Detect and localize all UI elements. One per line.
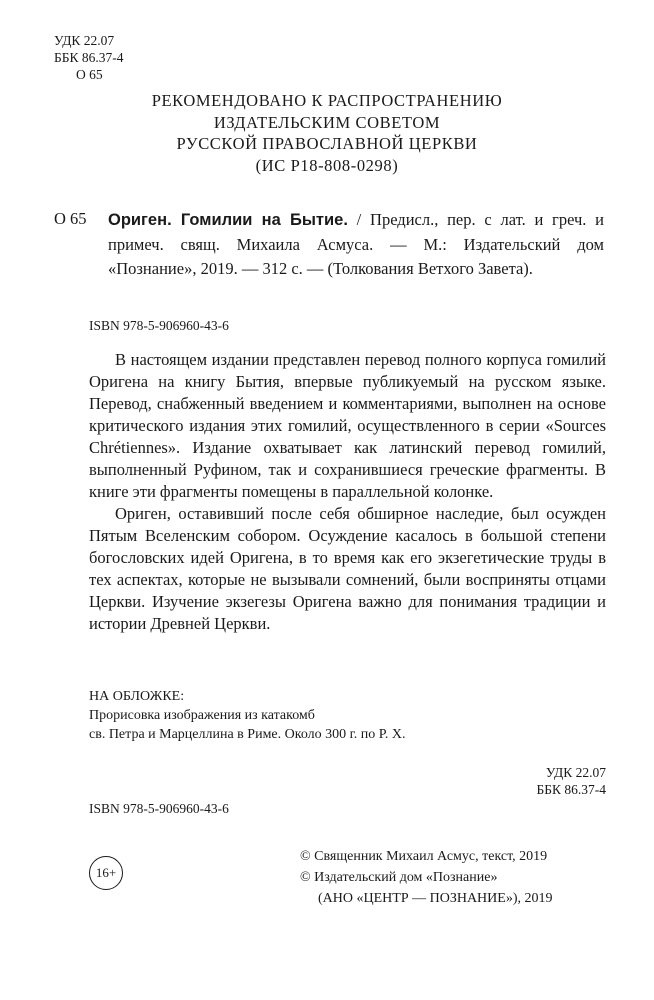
abstract-paragraph-2: Ориген, оставивший после себя обширное наследие, был осужден Пятым Вселенским собором. Осуждение касалось в большой степени богословских идей Оригена, в то время как его экзегетические труды в тех аспектах, которые не вызывали сомнений, были восприняты отцами Церкви. Изучение экзегезы Оригена важно для понимания традиции и истории Древней Церкви. xyxy=(89,504,606,633)
copyright-line-2: © Издательский дом «Познание» xyxy=(300,870,498,885)
age-rating-badge: 16+ xyxy=(89,856,123,890)
recommendation-line-3: РУССКОЙ ПРАВОСЛАВНОЙ ЦЕРКВИ xyxy=(176,134,478,153)
copyright-block xyxy=(300,846,553,909)
bibliographic-description xyxy=(108,208,604,282)
classification-block-top xyxy=(54,32,124,83)
bibliography-author-mark: О 65 xyxy=(54,209,87,228)
udk-code-bottom: УДК 22.07 xyxy=(545,765,606,780)
abstract-paragraph-1: В настоящем издании представлен перевод полного корпуса гомилий Оригена на книгу Бытия, впервые публикуемый на русском языке. Перевод, снабженный введением и комментариями, выполнен на основе критического издания этих гомилий, осуществленного в серии «Sources Chrétiennes». Издание охватывает как латинский перевод гомилий, выполненный Руфином, так и сохранившиеся греческие фрагменты. В книге эти фрагменты помещены в параллельной колонке. xyxy=(89,350,606,501)
recommendation-line-4: (ИС Р18-808-0298) xyxy=(255,155,399,175)
recommendation-line-1: РЕКОМЕНДОВАНО К РАСПРОСТРАНЕНИЮ xyxy=(151,91,503,110)
udk-code: УДК 22.07 xyxy=(54,33,115,48)
isbn-top: ISBN 978-5-906960-43-6 xyxy=(89,318,229,333)
abstract xyxy=(89,349,606,635)
copyright-line-1: © Священник Михаил Асмус, текст, 2019 xyxy=(300,849,548,864)
cover-line-2: св. Петра и Марцеллина в Риме. Около 300 г. по Р. Х. xyxy=(89,727,406,742)
author-mark: О 65 xyxy=(76,67,103,82)
cover-heading: НА ОБЛОЖКЕ: xyxy=(89,689,185,704)
bbk-code-bottom: ББК 86.37-4 xyxy=(536,782,606,797)
cover-note xyxy=(89,687,405,744)
cover-line-1: Прорисовка изображения из катакомб xyxy=(89,708,315,723)
book-title: Ориген. Гомилии на Бытие. xyxy=(108,211,348,229)
bibliographic-details: / Предисл., пер. с лат. и греч. и примеч. свящ. Михаила Асмуса. — М.: Издательский дом «Познание», 2019. — 312 с. — (Толкования Ветхого Завета). xyxy=(108,210,605,278)
recommendation-line-2: ИЗДАТЕЛЬСКИМ СОВЕТОМ xyxy=(213,112,441,132)
copyright-line-3: (АНО «ЦЕНТР — ПОЗНАНИЕ»), 2019 xyxy=(318,891,553,906)
isbn-bottom: ISBN 978-5-906960-43-6 xyxy=(89,801,229,816)
recommendation-block xyxy=(0,90,654,176)
classification-block-bottom xyxy=(536,764,606,798)
bbk-code: ББК 86.37-4 xyxy=(54,50,124,65)
